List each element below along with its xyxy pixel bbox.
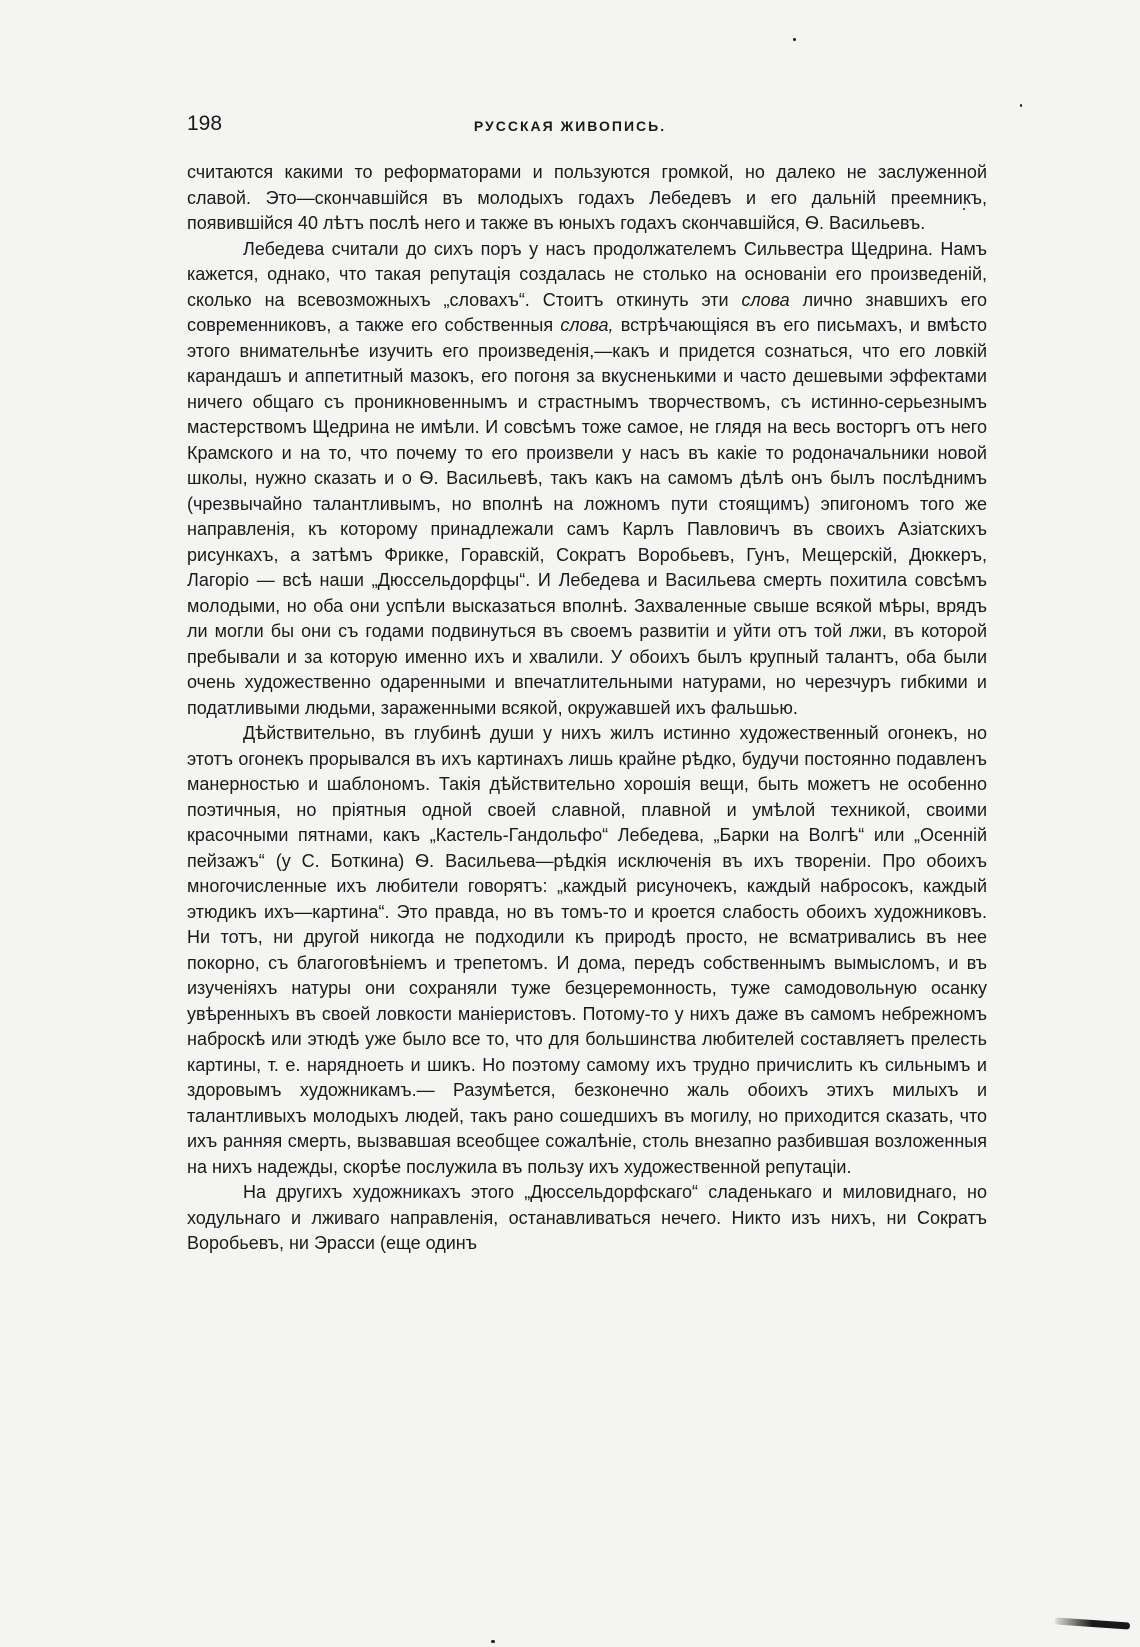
paragraph-2-part-3: встрѣчающіяся въ его письмахъ, и вмѣсто этого внимательнѣе изучить его произведенія,—какъ и придется сознаться, что его ловкій карандашъ и аппетитный мазокъ, его погоня за вкусненькими и часто дешевыми эффектами ничего общаго съ проникновеннымъ и страстнымъ творчествомъ, съ истинно-серьезнымъ мастерствомъ Щедрина не имѣли. И совсѣмъ тоже самое, не глядя на весь восторгъ отъ него Крамского и на то, что почему то его произвели у насъ въ какіе то родоначальники новой школы, нужно сказать и о Ѳ. Васильевѣ, такъ какъ на самомъ дѣлѣ онъ былъ послѣднимъ (чрезвычайно талантливымъ, но вполнѣ на ложномъ пути стоящимъ) эпигономъ того же направленія, къ которому принадлежали самъ Карлъ Павловичъ въ своихъ Азіатскихъ рисункахъ, а затѣмъ Фрикке, Горавскій, Сократъ Воробьевъ, Гунъ, Мещерскій, Дюккеръ, Лагоріо — всѣ наши „Дюссельдорфцы“. И Лебедева и Васильева смерть похитила совсѣмъ молодыми, но оба они успѣли высказаться вполнѣ. Захваленные свыше всякой мѣры, врядъ ли могли бы они съ годами подвинуться въ своемъ развитіи и уйти отъ той лжи, въ которой пребывали и за которую именно ихъ и хвалили. У обоихъ былъ крупный талантъ, оба были очень художественно одаренными и впечатлительными натурами, но черезчуръ гибкими и податливыми людьми, зараженными всякой, окружавшей ихъ фальшью. xyxy=(187,315,987,718)
paragraph-2-part-1: Лебедева считали до сихъ поръ у насъ продолжателемъ Сильвестра Щедрина. Намъ кажется, однако, что такая репутація создалась не столько на основаніи его произведеній, сколько на всевозможныхъ „словахъ“. Стоитъ откинуть эти xyxy=(187,238,987,310)
scan-mark xyxy=(1055,1617,1130,1629)
page-number: 198 xyxy=(187,112,223,135)
paragraph-1: считаются какими то реформаторами и пользуются громкой, но далеко не заслуженной славой. Это—скончавшійся въ молодыхъ годахъ Лебедевъ и его дальній преемникъ, появившійся 40 лѣтъ послѣ него и также въ юныхъ годахъ скончавшійся, Ѳ. Васильевъ. xyxy=(187,162,987,233)
body-text xyxy=(187,160,987,1257)
paragraph-2-part-2: лично знавшихъ его современниковъ, а также его собственныя xyxy=(187,289,988,335)
paragraph-2 xyxy=(187,237,987,722)
running-head: РУССКАЯ ЖИВОПИСЬ. xyxy=(473,118,667,134)
paragraph-2-italic-1: слова xyxy=(741,289,790,310)
paragraph-2-italic-2: слова, xyxy=(560,315,614,335)
scan-speck xyxy=(963,208,965,210)
scan-speck xyxy=(491,1640,495,1643)
scan-speck xyxy=(1020,104,1022,107)
paragraph-4: На другихъ художникахъ этого „Дюссельдорфскаго“ сладенькаго и миловиднаго, но ходульнаго и лживаго направленія, останавливаться нечего. Никто изъ нихъ, ни Сократъ Воробьевъ, ни Эрасси (еще одинъ xyxy=(187,1182,987,1253)
paragraph-3: Дѣйствительно, въ глубинѣ души у нихъ жилъ истинно художественный огонекъ, но этотъ огонекъ прорывался въ ихъ картинахъ лишь крайне рѣдко, будучи постоянно подавленъ манерностью и шаблономъ. Такія дѣйствительно хорошія вещи, быть можетъ не особенно поэтичныя, но пріятныя одной своей славной, плавной и умѣлой техникой, своими красочными пятнами, какъ „Кастель-Гандольфо“ Лебедева, „Барки на Волгѣ“ или „Осенній пейзажъ“ (у С. Боткина) Ѳ. Васильева—рѣдкія исключенія въ ихъ твореніи. Про обоихъ многочисленные ихъ любители говорятъ: „каждый рисуночекъ, каждый набросокъ, каждый этюдикъ ихъ—картина“. Это правда, но въ томъ-то и кроется слабость обоихъ художниковъ. Ни тотъ, ни другой никогда не подходили къ природѣ просто, не всматривались въ нее покорно, съ благоговѣніемъ и трепетомъ. И дома, передъ собственнымъ вымысломъ, и въ изученіяхъ натуры они сохраняли туже безцеремонность, туже самодовольную осанку увѣренныхъ въ своей ловкости маніеристовъ. Потому-то у нихъ даже въ самомъ небрежномъ наброскѣ или этюдѣ уже было все то, что для большинства любителей составляетъ прелесть картины, т. е. нарядноеть и шикъ. Но поэтому самому ихъ трудно причислить къ сильнымъ и здоровымъ художникамъ.— Разумѣется, безконечно жаль обоихъ этихъ милыхъ и талантливыхъ молодыхъ людей, такъ рано сошедшихъ въ могилу, но приходится сказать, что ихъ ранняя смерть, вызвавшая всеобщее сожалѣніе, столь внезапно разбившая возложенныя на нихъ надежды, скорѣе послужила въ пользу ихъ художественной репутаціи. xyxy=(187,723,987,1177)
scan-speck xyxy=(793,38,796,41)
